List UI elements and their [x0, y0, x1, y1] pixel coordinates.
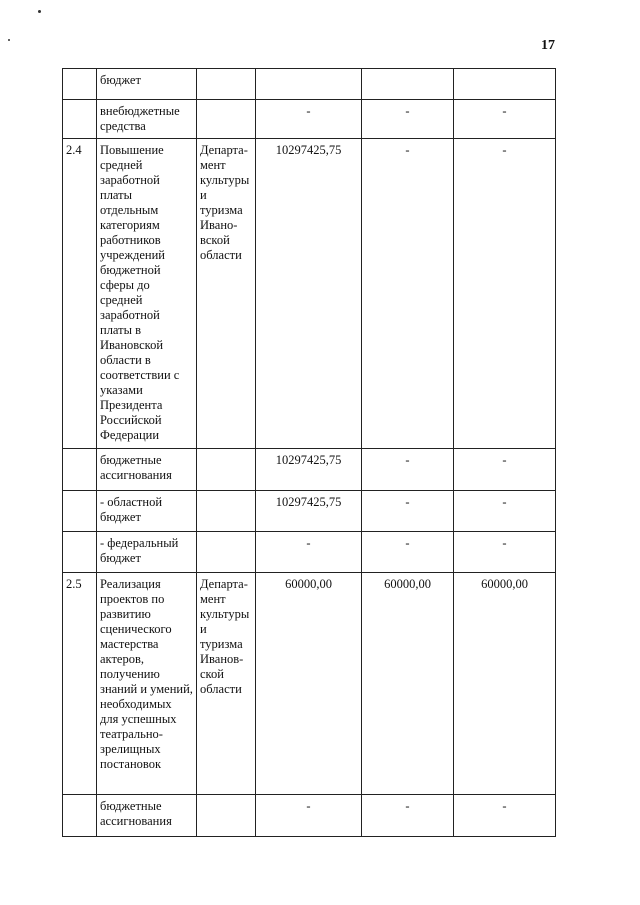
- responsible-cell: [197, 795, 256, 837]
- amount-cell: [256, 69, 362, 100]
- table-row: [63, 69, 556, 100]
- amount-cell: -: [454, 795, 556, 837]
- description-cell: бюджет: [97, 69, 197, 100]
- amount-cell: 60000,00: [362, 573, 454, 795]
- table-row: [63, 139, 556, 449]
- responsible-cell: [197, 491, 256, 532]
- row-number-cell: [63, 491, 97, 532]
- amount-cell: 10297425,75: [256, 491, 362, 532]
- amount-cell: -: [362, 491, 454, 532]
- amount-cell: -: [454, 449, 556, 491]
- description-line: бюджет: [100, 510, 141, 524]
- responsible-cell: [197, 449, 256, 491]
- description-cell: бюджетные ассигнования: [97, 795, 197, 837]
- amount-cell: -: [256, 795, 362, 837]
- description-cell: внебюджетные средства: [97, 100, 197, 139]
- amount-cell: 10297425,75: [256, 449, 362, 491]
- amount-cell: -: [362, 449, 454, 491]
- table-row: [63, 100, 556, 139]
- row-number-cell: 2.4: [63, 139, 97, 449]
- row-number-cell: [63, 449, 97, 491]
- responsible-cell: [197, 69, 256, 100]
- row-number-cell: [63, 100, 97, 139]
- scan-speck: [8, 39, 10, 41]
- amount-cell: -: [362, 795, 454, 837]
- amount-cell: -: [256, 532, 362, 573]
- table-row: [63, 491, 556, 532]
- amount-cell: [454, 69, 556, 100]
- row-number-cell: [63, 532, 97, 573]
- amount-cell: -: [454, 532, 556, 573]
- description-cell: [97, 491, 197, 532]
- amount-cell: -: [362, 532, 454, 573]
- table-row: [63, 795, 556, 837]
- description-cell: бюджетные ассигнования: [97, 449, 197, 491]
- budget-table: [62, 68, 556, 837]
- description-cell: Повышение средней заработной платы отдельным категориям работников учреждений бюджетной сферы до средней заработной платы в Ивановской области в соответствии с указами Президента Российской Федерации: [97, 139, 197, 449]
- row-number-cell: [63, 795, 97, 837]
- page-number: 17: [541, 38, 555, 53]
- amount-cell: -: [454, 100, 556, 139]
- scan-speck: [38, 10, 41, 13]
- table-row: [63, 449, 556, 491]
- description-line: - федеральный: [100, 536, 179, 550]
- responsible-cell: Департа-мент культуры и туризма Ивано-вской области: [197, 139, 256, 449]
- description-line: - областной: [100, 495, 163, 509]
- responsible-cell: [197, 100, 256, 139]
- responsible-cell: [197, 532, 256, 573]
- amount-cell: -: [454, 491, 556, 532]
- table-row: [63, 573, 556, 795]
- amount-cell: [362, 69, 454, 100]
- description-line: бюджет: [100, 551, 141, 565]
- description-cell: Реализация проектов по развитию сценического мастерства актеров, получению знаний и умений, необходимых для успешных театрально-зрелищных постановок: [97, 573, 197, 795]
- row-number-cell: [63, 69, 97, 100]
- description-cell: [97, 532, 197, 573]
- amount-cell: -: [362, 100, 454, 139]
- table-row: [63, 532, 556, 573]
- amount-cell: -: [256, 100, 362, 139]
- amount-cell: 60000,00: [454, 573, 556, 795]
- amount-cell: 10297425,75: [256, 139, 362, 449]
- amount-cell: -: [362, 139, 454, 449]
- amount-cell: -: [454, 139, 556, 449]
- amount-cell: 60000,00: [256, 573, 362, 795]
- row-number-cell: 2.5: [63, 573, 97, 795]
- responsible-cell: Департа-мент культуры и туризма Иванов-ской области: [197, 573, 256, 795]
